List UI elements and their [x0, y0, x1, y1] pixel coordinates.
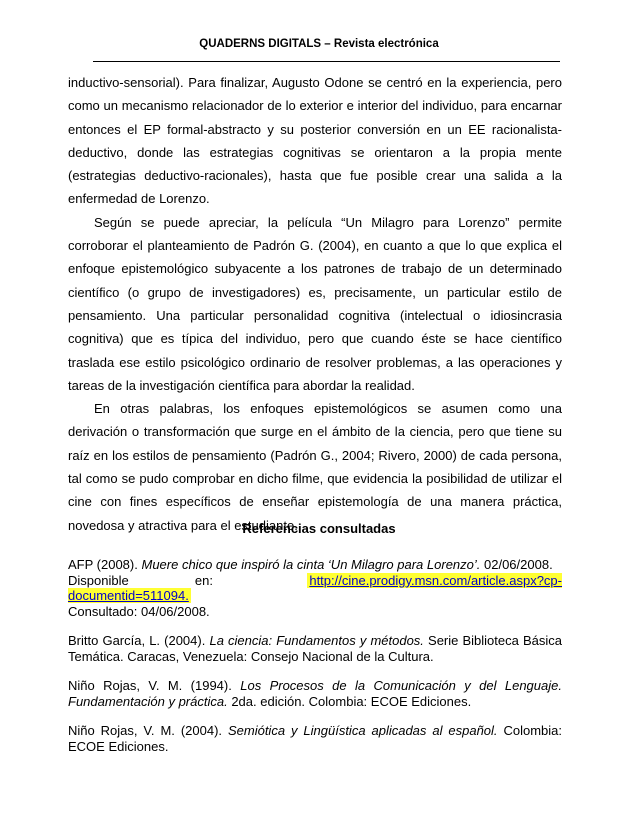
ref-available-label: Disponible en: [68, 572, 213, 588]
ref-title: Los Procesos de la Comunicación y del Lenguaje. Fundamentación y práctica. [68, 678, 562, 709]
paragraph-2: Según se puede apreciar, la película “Un Milagro para Lorenzo” permite corroborar el planteamiento de Padrón G. (2004), en cuanto a que lo que explica el enfoque epistemológico subyacente a los patrones de trabajo de un determinado científico (o grupo de investigadores) es, precisamente, un particular estilo de pensamiento. Una particular personalidad cognitiva (intelectual o idiosincrasia cognitiva) que es típica del individuo, pero que cuando éste se hace científico traslada ese estilo psicológico ordinario de resolver problemas, a las operaciones y tareas de la investigación científica para abordar la realidad. [68, 214, 562, 393]
ref-consulted: Consultado: 04/06/2008. [68, 603, 210, 619]
page-header: QUADERNS DIGITALS – Revista electrónica [199, 38, 439, 50]
references-list [68, 557, 562, 768]
ref-author: Niño Rojas, V. M. (1994). [68, 678, 232, 693]
ref-author: Britto García, L. (2004). [68, 633, 206, 648]
reference-britto [68, 633, 562, 664]
header-divider [93, 61, 560, 62]
ref-details: Colombia: ECOE Ediciones. [68, 723, 563, 754]
body-text [68, 71, 562, 537]
ref-date: 02/06/2008. [480, 557, 553, 572]
reference-nino-1994 [68, 678, 562, 709]
ref-author: Niño Rojas, V. M. (2004). [68, 723, 223, 738]
ref-title: Semiótica y Lingüística aplicadas al español. [227, 723, 498, 738]
paragraph-3: En otras palabras, los enfoques epistemológicos se asumen como una derivación o transformación que surge en el ámbito de la ciencia, pero que tiene su raíz en los estilos de pensamiento (Padrón G., 2004; Rivero, 2000) de cada persona, tal como se pudo comprobar en dicho filme, que evidencia la posibilidad de utilizar el cine con fines específicos de enseñar epistemología de una manera práctica, novedosa y atractiva para el estudiante. [68, 401, 562, 533]
ref-title: La ciencia: Fundamentos y métodos. [209, 633, 424, 648]
paragraph-1: inductivo-sensorial). Para finalizar, Augusto Odone se centró en la experiencia, pero como un mecanismo relacionador de lo exterior e interior del individuo, para encarnar entonces el EP formal-abstracto y su posterior conversión en un EE racionalista-deductivo, donde las estrategias cognitivas se orientaron a la propia mente (estrategias deductivo-racionales), hasta que fue posible crear una salida a la enfermedad de Lorenzo. [68, 75, 562, 207]
reference-nino-2004 [68, 723, 562, 754]
reference-afp [68, 557, 562, 619]
ref-author: AFP (2008). [68, 557, 138, 572]
ref-url-link[interactable]: http://cine.prodigy.msn.com/article.aspx?cp-documentid=511094. [68, 572, 562, 603]
ref-details: Serie Biblioteca Básica Temática. Caracas, Venezuela: Consejo Nacional de la Cultura. [68, 633, 562, 664]
ref-details: 2da. edición. Colombia: ECOE Ediciones. [227, 693, 472, 709]
ref-title: Muere chico que inspiró la cinta ‘Un Milagro para Lorenzo’. [141, 557, 481, 572]
references-heading: Referencias consultadas [242, 521, 396, 536]
